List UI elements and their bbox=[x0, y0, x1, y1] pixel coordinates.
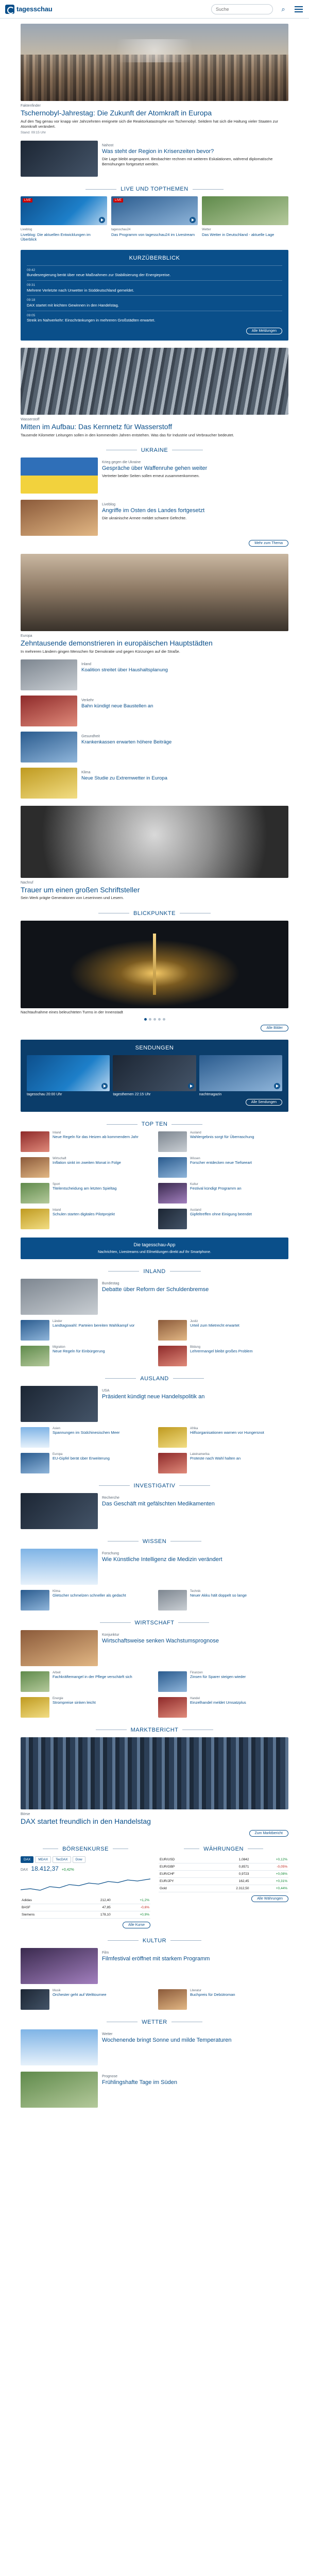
marktbericht-image[interactable] bbox=[21, 1737, 288, 1809]
wetter-item-headline[interactable]: Frühlingshafte Tage im Süden bbox=[102, 2079, 177, 2086]
small-item[interactable] bbox=[0, 762, 309, 799]
small-item-image[interactable] bbox=[21, 732, 77, 762]
kultur-lead-image[interactable] bbox=[21, 1948, 98, 1984]
kurzueberblick-text: Mehrere Verletzte nach Unwetter in Süddeutschland gemeldet. bbox=[27, 287, 134, 293]
ukraine-more-button[interactable]: Mehr zum Thema bbox=[249, 540, 288, 547]
top-story bbox=[0, 104, 309, 134]
second-story-row[interactable] bbox=[21, 141, 288, 177]
topten-section-title: TOP TEN bbox=[0, 1121, 309, 1127]
wirtschaft-lead[interactable] bbox=[21, 1630, 288, 1666]
play-icon[interactable] bbox=[190, 217, 196, 223]
play-icon[interactable] bbox=[101, 1083, 108, 1089]
small-item-image[interactable] bbox=[21, 768, 77, 799]
live-card-kicker: Liveblog bbox=[21, 228, 32, 232]
small-item-headline[interactable]: Bahn kündigt neue Baustellen an bbox=[81, 703, 153, 709]
topten-kicker: Ausland bbox=[190, 1131, 201, 1135]
investigativ-lead-kicker: Recherche bbox=[102, 1496, 119, 1500]
street-story-headline[interactable]: Zehntausende demonstrieren in europäischen Hauptstädten bbox=[21, 638, 213, 647]
kurzueberblick-text: Bundesregierung berät über neue Maßnahmen zur Stabilisierung der Energiepreise. bbox=[27, 273, 171, 278]
inland-grid bbox=[0, 1320, 309, 1366]
topten-kicker: Wirtschaft bbox=[53, 1157, 66, 1161]
ausland-item-image[interactable] bbox=[21, 1427, 49, 1448]
topten-item[interactable] bbox=[21, 1157, 151, 1178]
wirtschaft-item-image[interactable] bbox=[158, 1671, 187, 1692]
wissen-lead[interactable] bbox=[21, 1549, 288, 1585]
live-badge: LIVE bbox=[23, 198, 32, 202]
portrait-story-kicker: Nachruf bbox=[21, 880, 33, 885]
sendung-caption[interactable]: tagesschau 20:00 Uhr bbox=[27, 1092, 62, 1096]
kultur-item-image[interactable] bbox=[158, 1989, 187, 2010]
inland-lead-headline[interactable]: Debatte über Reform der Schuldenbremse bbox=[102, 1286, 209, 1293]
logo-mark-icon bbox=[5, 5, 14, 14]
ausland-item-headline[interactable]: Spannungen im Südchinesischen Meer bbox=[53, 1430, 120, 1435]
inland-item[interactable] bbox=[21, 1320, 151, 1341]
wirtschaft-item[interactable] bbox=[21, 1697, 151, 1718]
ausland-item-image[interactable] bbox=[158, 1453, 187, 1473]
topten-image[interactable] bbox=[158, 1131, 187, 1152]
wissen-item-kicker: Technik bbox=[190, 1589, 201, 1593]
topten-item[interactable] bbox=[21, 1209, 151, 1229]
ukraine-item-image[interactable] bbox=[21, 457, 98, 494]
street-story-kicker: Europa bbox=[21, 634, 32, 638]
sendung-image[interactable] bbox=[113, 1055, 196, 1091]
ukraine-item-image[interactable] bbox=[21, 500, 98, 536]
index-tab[interactable]: Dow bbox=[73, 1856, 85, 1863]
inland-lead[interactable] bbox=[21, 1279, 288, 1315]
wetter-item-image[interactable] bbox=[21, 2072, 98, 2108]
topten-item[interactable] bbox=[158, 1157, 288, 1178]
street-story-teaser: In mehreren Ländern gingen Menschen für Demokratie und gegen Kürzungen auf die Straße. bbox=[21, 649, 180, 654]
pipes-story-image[interactable] bbox=[21, 348, 288, 415]
wirtschaft-lead-image[interactable] bbox=[21, 1630, 98, 1666]
investigativ-section-title: INVESTIGATIV bbox=[0, 1483, 309, 1489]
wirtschaft-item-headline[interactable]: Strompreise sinken leicht bbox=[53, 1700, 96, 1705]
topten-kicker: Inland bbox=[53, 1209, 61, 1212]
live-card[interactable] bbox=[111, 196, 198, 242]
wirtschaft-item-kicker: Arbeit bbox=[53, 1671, 61, 1674]
top-story-headline[interactable]: Tschernobyl-Jahrestag: Die Zukunft der Atomkraft in Europa bbox=[21, 109, 212, 117]
index-change: +0,42% bbox=[61, 1868, 74, 1872]
ausland-item-kicker: Asien bbox=[53, 1427, 61, 1430]
ausland-item[interactable] bbox=[21, 1453, 151, 1473]
ukraine-item-kicker: Liveblog bbox=[102, 502, 116, 506]
wetter-item-kicker: Prognose bbox=[102, 2074, 117, 2078]
kultur-item-kicker: Literatur bbox=[190, 1989, 202, 1992]
small-item-kicker: Klima bbox=[81, 770, 91, 774]
inland-item-image[interactable] bbox=[158, 1320, 187, 1341]
wirtschaft-item[interactable] bbox=[158, 1697, 288, 1718]
inland-item-headline[interactable]: Landtagswahl: Parteien bereiten Wahlkampf vor bbox=[53, 1323, 135, 1328]
inland-item-headline[interactable]: Urteil zum Mietrecht erwartet bbox=[190, 1323, 239, 1328]
wetter-lead-headline[interactable]: Wochenende bringt Sonne und milde Temperaturen bbox=[102, 2037, 232, 2043]
market-section bbox=[0, 1837, 309, 1928]
hamburger-icon bbox=[295, 6, 303, 12]
wissen-item-image[interactable] bbox=[21, 1590, 49, 1611]
topten-headline[interactable]: Wahlergebnis sorgt für Überraschung bbox=[190, 1134, 254, 1140]
live-card-image[interactable] bbox=[111, 196, 198, 225]
index-label: DAX bbox=[21, 1868, 28, 1872]
wirtschaft-grid bbox=[0, 1671, 309, 1718]
topten-image[interactable] bbox=[158, 1183, 187, 1204]
inland-item-kicker: Justiz bbox=[190, 1319, 198, 1323]
sendung-card[interactable] bbox=[27, 1055, 110, 1097]
wirtschaft-item[interactable] bbox=[21, 1671, 151, 1692]
small-item-headline[interactable]: Koalition streitet über Haushaltsplanung bbox=[81, 667, 168, 673]
sendung-image[interactable] bbox=[199, 1055, 282, 1091]
kultur-grid bbox=[0, 1989, 309, 2010]
table-row[interactable]: EUR/JPY 162,45 +0,31% bbox=[159, 1877, 288, 1885]
topten-image[interactable] bbox=[21, 1157, 49, 1178]
ausland-item-image[interactable] bbox=[21, 1453, 49, 1473]
wissen-lead-image[interactable] bbox=[21, 1549, 98, 1585]
ukraine-section bbox=[0, 457, 309, 536]
live-badge: LIVE bbox=[113, 198, 123, 202]
ausland-item-kicker: Europa bbox=[53, 1452, 63, 1456]
waehrungen-title: WÄHRUNGEN bbox=[159, 1846, 288, 1852]
index-value: 18.412,37 bbox=[31, 1865, 59, 1872]
marktbericht-section-title: MARKTBERICHT bbox=[0, 1727, 309, 1733]
topten-kicker: Wissen bbox=[190, 1157, 200, 1161]
kurzueberblick-time: 09:18 bbox=[27, 298, 36, 302]
topten-kicker: Inland bbox=[53, 1131, 61, 1135]
ukraine-item[interactable] bbox=[21, 500, 288, 536]
kultur-item-image[interactable] bbox=[21, 1989, 49, 2010]
topten-item[interactable] bbox=[21, 1183, 151, 1204]
index-tab[interactable]: DAX bbox=[21, 1856, 33, 1863]
topten-item[interactable] bbox=[158, 1183, 288, 1204]
ausland-lead[interactable] bbox=[21, 1386, 288, 1422]
street-story bbox=[0, 634, 309, 654]
topten-headline[interactable]: Inflation sinkt im zweiten Monat in Folge bbox=[53, 1160, 121, 1165]
ausland-item[interactable] bbox=[158, 1427, 288, 1448]
ausland-item-headline[interactable]: Hilfsorganisationen warnen vor Hungersnot bbox=[190, 1430, 264, 1435]
ausland-section-title: AUSLAND bbox=[0, 1376, 309, 1382]
table-row[interactable]: Gold 2.312,50 +0,44% bbox=[159, 1885, 288, 1892]
kurzueberblick-item[interactable] bbox=[27, 295, 282, 310]
kurzueberblick-item[interactable] bbox=[27, 311, 282, 326]
topten-headline[interactable]: Gipfeltreffen ohne Einigung beendet bbox=[190, 1212, 252, 1217]
play-icon[interactable] bbox=[274, 1083, 280, 1089]
wetter-item[interactable] bbox=[21, 2072, 288, 2108]
ausland-item[interactable] bbox=[158, 1453, 288, 1473]
wetter-lead-image[interactable] bbox=[21, 2029, 98, 2065]
inland-item[interactable] bbox=[158, 1346, 288, 1366]
small-item-kicker: Gesundheit bbox=[81, 734, 100, 738]
sendung-card[interactable] bbox=[199, 1055, 282, 1097]
pipes-story-teaser: Tausende Kilometer Leitungen sollen in den kommenden Jahren entstehen. Was das für Industrie und Verbraucher bedeutet. bbox=[21, 432, 234, 437]
second-story-kicker: Nahost bbox=[102, 144, 114, 148]
table-row[interactable]: EUR/GBP 0,8571 -0,05% bbox=[159, 1863, 288, 1870]
topten-image[interactable] bbox=[158, 1209, 187, 1229]
topten-headline[interactable]: Festival kündigt Programm an bbox=[190, 1186, 242, 1191]
small-item[interactable] bbox=[0, 690, 309, 726]
live-section-title: LIVE UND TOPTHEMEN bbox=[0, 186, 309, 192]
app-promo-box[interactable] bbox=[21, 1238, 288, 1259]
kurzueberblick-time: 09:31 bbox=[27, 283, 36, 287]
kurzueberblick-box bbox=[21, 250, 288, 341]
wirtschaft-item-headline[interactable]: Fachkräftemangel in der Pflege verschärft sich bbox=[53, 1674, 132, 1679]
kultur-lead-kicker: Film bbox=[102, 1951, 109, 1955]
stock-table bbox=[21, 1897, 150, 1919]
wissen-item-headline[interactable]: Neuer Akku hält doppelt so lange bbox=[190, 1592, 247, 1598]
top-story-teaser: Auf den Tag genau vor knapp vier Jahrzehnten ereignete sich die Reaktorkatastrophe von Tschernobyl. Seitdem hat sich die Haltung vieler Staaten zur Atomkraft verändert. bbox=[21, 118, 279, 129]
marktbericht-story bbox=[0, 1812, 309, 1826]
marktbericht-headline[interactable]: DAX startet freundlich in den Handelstag bbox=[21, 1817, 151, 1825]
live-card-caption[interactable]: Das Wetter in Deutschland - aktuelle Lage bbox=[202, 232, 274, 238]
ausland-item-headline[interactable]: EU-Gipfel berät über Erweiterung bbox=[53, 1455, 110, 1461]
ukraine-item-teaser: Vertreter beider Seiten sollen erneut zusammenkommen. bbox=[102, 473, 200, 478]
topten-headline[interactable]: Forscher entdecken neue Tiefseeart bbox=[190, 1160, 252, 1165]
kurzueberblick-title: KURZÜBERBLICK bbox=[129, 255, 180, 262]
top-bar bbox=[0, 0, 309, 19]
menu-button[interactable] bbox=[294, 4, 304, 14]
ukraine-item-kicker: Krieg gegen die Ukraine bbox=[102, 460, 141, 464]
inland-lead-image[interactable] bbox=[21, 1279, 98, 1315]
portrait-story-image[interactable] bbox=[21, 806, 288, 878]
topten-kicker: Sport bbox=[53, 1183, 60, 1187]
wirtschaft-item-headline[interactable]: Einzelhandel meldet Umsatzplus bbox=[190, 1700, 246, 1705]
ausland-item-image[interactable] bbox=[158, 1427, 187, 1448]
blickpunkte-more-button[interactable]: Alle Bilder bbox=[261, 1025, 288, 1031]
wirtschaft-item-kicker: Finanzen bbox=[190, 1671, 203, 1674]
wissen-item[interactable] bbox=[21, 1590, 151, 1611]
kultur-item-headline[interactable]: Orchester geht auf Welttournee bbox=[53, 1992, 107, 1997]
sendung-caption[interactable]: tagesthemen 22:15 Uhr bbox=[113, 1092, 151, 1096]
wetter-lead[interactable] bbox=[21, 2029, 288, 2065]
ukraine-item-headline[interactable]: Gespräche über Waffenruhe gehen weiter bbox=[102, 465, 208, 471]
wirtschaft-item-image[interactable] bbox=[158, 1697, 187, 1718]
play-icon[interactable] bbox=[188, 1083, 194, 1089]
wissen-lead-kicker: Forschung bbox=[102, 1551, 119, 1555]
topten-grid bbox=[0, 1131, 309, 1229]
sendung-caption[interactable]: nachtmagazin bbox=[199, 1092, 222, 1096]
wirtschaft-item-image[interactable] bbox=[21, 1697, 49, 1718]
topten-kicker: Kultur bbox=[190, 1183, 198, 1187]
waehrungen-more-button[interactable]: Alle Währungen bbox=[251, 1895, 288, 1902]
sendungen-title: SENDUNGEN bbox=[135, 1044, 174, 1051]
ukraine-section-title: UKRAINE bbox=[0, 447, 309, 453]
wirtschaft-item-image[interactable] bbox=[21, 1671, 49, 1692]
small-item-image[interactable] bbox=[21, 696, 77, 726]
kultur-item-headline[interactable]: Buchpreis für Debütroman bbox=[190, 1992, 235, 1997]
app-promo-title: Die tagesschau-App bbox=[133, 1242, 176, 1248]
wirtschaft-item-headline[interactable]: Zinsen für Sparer steigen wieder bbox=[190, 1674, 246, 1679]
kultur-lead-headline[interactable]: Filmfestival eröffnet mit starkem Programm bbox=[102, 1955, 210, 1962]
pipes-story-kicker: Wasserstoff bbox=[21, 417, 40, 421]
table-row[interactable]: BASF 47,85 -0,6% bbox=[21, 1904, 150, 1911]
kurzueberblick-text: Streik im Nahverkehr: Einschränkungen in mehreren Großstädten erwartet. bbox=[27, 318, 156, 323]
second-story-image[interactable] bbox=[21, 141, 98, 177]
pipes-story-headline[interactable]: Mitten im Aufbau: Das Kernnetz für Wasserstoff bbox=[21, 422, 173, 431]
marktbericht-kicker: Börse bbox=[21, 1812, 30, 1816]
live-card-caption[interactable]: Das Programm von tagesschau24 im Livestream bbox=[111, 232, 195, 238]
kurzueberblick-item[interactable] bbox=[27, 265, 282, 280]
wirtschaft-lead-headline[interactable]: Wirtschaftsweise senken Wachstumsprognose bbox=[102, 1637, 219, 1644]
wissen-grid bbox=[0, 1590, 309, 1611]
index-sparkline bbox=[21, 1874, 150, 1895]
kultur-lead[interactable] bbox=[21, 1948, 288, 1984]
pipes-story bbox=[0, 418, 309, 438]
small-item-headline[interactable]: Neue Studie zu Extremwetter in Europa bbox=[81, 775, 167, 781]
live-card[interactable] bbox=[21, 196, 107, 242]
wirtschaft-lead-kicker: Konjunktur bbox=[102, 1633, 119, 1637]
ausland-item-headline[interactable]: Proteste nach Wahl halten an bbox=[190, 1455, 241, 1461]
topten-item[interactable] bbox=[158, 1209, 288, 1229]
investigativ-lead[interactable] bbox=[21, 1493, 288, 1529]
wetter-lead-kicker: Wetter bbox=[102, 2032, 113, 2036]
ukraine-item[interactable] bbox=[21, 457, 288, 494]
kurzueberblick-time: 09:05 bbox=[27, 313, 36, 317]
app-promo-text: Nachrichten, Livestreams und Eilmeldungen direkt auf Ihr Smartphone. bbox=[98, 1250, 211, 1255]
top-story-image[interactable] bbox=[21, 24, 288, 101]
topten-image[interactable] bbox=[21, 1209, 49, 1229]
live-card-kicker: Wetter bbox=[202, 228, 211, 232]
marktbericht-more-button[interactable]: Zum Marktbericht bbox=[249, 1830, 288, 1837]
top-story-kicker: Faktenfinder bbox=[21, 104, 41, 108]
live-card[interactable] bbox=[202, 196, 288, 242]
inland-item-image[interactable] bbox=[21, 1346, 49, 1366]
wirtschaft-item[interactable] bbox=[158, 1671, 288, 1692]
inland-item[interactable] bbox=[21, 1346, 151, 1366]
wissen-item-image[interactable] bbox=[158, 1590, 187, 1611]
live-card-image[interactable] bbox=[202, 196, 288, 225]
sendung-card[interactable] bbox=[113, 1055, 196, 1097]
blickpunkte-section-title: BLICKPUNKTE bbox=[0, 910, 309, 917]
topten-kicker: Ausland bbox=[190, 1209, 201, 1212]
topten-image[interactable] bbox=[21, 1183, 49, 1204]
inland-lead-kicker: Bundestag bbox=[102, 1281, 119, 1285]
inland-item[interactable] bbox=[158, 1320, 288, 1341]
small-item[interactable] bbox=[0, 726, 309, 762]
waehrungen-panel bbox=[159, 1837, 288, 1928]
wissen-item-headline[interactable]: Gletscher schmelzen schneller als gedacht bbox=[53, 1592, 126, 1598]
inland-item-kicker: Länder bbox=[53, 1319, 62, 1323]
sendung-image[interactable] bbox=[27, 1055, 110, 1091]
ausland-item-kicker: Lateinamerika bbox=[190, 1452, 210, 1456]
ausland-lead-image[interactable] bbox=[21, 1386, 98, 1422]
portrait-story-headline[interactable]: Trauer um einen großen Schriftsteller bbox=[21, 885, 140, 894]
boersenkurse-title: BÖRSENKURSE bbox=[21, 1846, 150, 1852]
topten-image[interactable] bbox=[158, 1157, 187, 1178]
search-icon[interactable]: ⌕ bbox=[281, 5, 285, 13]
investigativ-lead-headline[interactable]: Das Geschäft mit gefälschten Medikamenten bbox=[102, 1500, 215, 1507]
small-item-kicker: Verkehr bbox=[81, 698, 94, 702]
blickpunkte-image[interactable] bbox=[21, 921, 288, 1008]
small-item-image[interactable] bbox=[21, 659, 77, 690]
index-tab[interactable]: TecDAX bbox=[53, 1856, 71, 1863]
topten-image[interactable] bbox=[21, 1131, 49, 1152]
ausland-lead-kicker: USA bbox=[102, 1388, 110, 1393]
site-logo[interactable] bbox=[5, 5, 53, 14]
live-cards bbox=[0, 196, 309, 242]
live-card-image[interactable] bbox=[21, 196, 107, 225]
street-story-image[interactable] bbox=[21, 554, 288, 631]
topten-item[interactable] bbox=[158, 1131, 288, 1152]
small-item-kicker: Inland bbox=[81, 662, 92, 666]
table-row[interactable]: EUR/CHF 0,9723 +0,08% bbox=[159, 1870, 288, 1877]
sendungen-more-button[interactable]: Alle Sendungen bbox=[246, 1099, 282, 1106]
kurzueberblick-text: DAX startet mit leichten Gewinnen in den Handelstag. bbox=[27, 302, 119, 308]
index-tabs bbox=[21, 1856, 150, 1863]
boersenkurse-panel bbox=[21, 1837, 150, 1928]
table-row[interactable]: Siemens 178,10 +0,9% bbox=[21, 1911, 150, 1918]
wissen-section-title: WISSEN bbox=[0, 1538, 309, 1545]
wirtschaft-item-kicker: Handel bbox=[190, 1697, 200, 1700]
wirtschaft-section-title: WIRTSCHAFT bbox=[0, 1620, 309, 1626]
search-input[interactable] bbox=[211, 4, 273, 14]
boersenkurse-more-button[interactable]: Alle Kurse bbox=[123, 1922, 150, 1928]
portrait-story bbox=[0, 881, 309, 901]
second-story bbox=[0, 141, 309, 177]
inland-item-headline[interactable]: Lehrermangel bleibt großes Problem bbox=[190, 1348, 253, 1353]
ausland-lead-headline[interactable]: Präsident kündigt neue Handelspolitik an bbox=[102, 1393, 205, 1400]
wetter-section-title: WETTER bbox=[0, 2019, 309, 2025]
small-item[interactable] bbox=[0, 654, 309, 690]
ukraine-item-teaser: Die ukrainische Armee meldet schwere Gefechte. bbox=[102, 515, 187, 520]
kultur-item-kicker: Musik bbox=[53, 1989, 61, 1992]
kurzueberblick-item[interactable] bbox=[27, 280, 282, 295]
topten-headline[interactable]: Neue Regeln für das Heizen ab kommendem Jahr bbox=[53, 1134, 139, 1140]
ausland-item-kicker: Afrika bbox=[190, 1427, 198, 1430]
wirtschaft-item-kicker: Energie bbox=[53, 1697, 63, 1700]
play-icon[interactable] bbox=[99, 217, 105, 223]
ausland-item[interactable] bbox=[21, 1427, 151, 1448]
portrait-story-teaser: Sein Werk prägte Generationen von Leserinnen und Lesern. bbox=[21, 895, 124, 901]
wissen-lead-headline[interactable]: Wie Künstliche Intelligenz die Medizin verändert bbox=[102, 1556, 222, 1563]
kultur-item[interactable] bbox=[158, 1989, 288, 2010]
inland-section-title: INLAND bbox=[0, 1268, 309, 1275]
blickpunkte-caption: Nachtaufnahme eines beleuchteten Turms in der Innenstadt bbox=[21, 1009, 123, 1014]
wissen-item[interactable] bbox=[158, 1590, 288, 1611]
investigativ-lead-image[interactable] bbox=[21, 1493, 98, 1529]
inland-item-headline[interactable]: Neue Regeln für Einbürgerung bbox=[53, 1348, 105, 1353]
inland-item-kicker: Bildung bbox=[190, 1345, 201, 1349]
small-item-headline[interactable]: Krankenkassen erwarten höhere Beiträge bbox=[81, 739, 172, 745]
topten-item[interactable] bbox=[21, 1131, 151, 1152]
topten-headline[interactable]: Titelentscheidung am letzten Spieltag bbox=[53, 1186, 117, 1191]
inland-item-image[interactable] bbox=[158, 1346, 187, 1366]
logo-text: tagesschau bbox=[16, 5, 53, 13]
sendungen-box bbox=[21, 1040, 288, 1112]
kurzueberblick-time: 09:42 bbox=[27, 268, 36, 273]
inland-item-kicker: Migration bbox=[53, 1345, 65, 1349]
live-card-kicker: tagesschau24 bbox=[111, 228, 131, 232]
inland-item-image[interactable] bbox=[21, 1320, 49, 1341]
kultur-item[interactable] bbox=[21, 1989, 151, 2010]
kurzueberblick-more-button[interactable]: Alle Meldungen bbox=[246, 328, 282, 334]
top-story-meta: Stand: 09:15 Uhr bbox=[21, 131, 46, 135]
currency-table bbox=[159, 1856, 288, 1892]
table-row[interactable]: EUR/USD 1,0842 +0,12% bbox=[159, 1856, 288, 1863]
kultur-section-title: KULTUR bbox=[0, 1938, 309, 1944]
ausland-grid bbox=[0, 1427, 309, 1473]
table-row[interactable]: Adidas 212,40 +1,2% bbox=[21, 1897, 150, 1904]
live-card-caption[interactable]: Liveblog: Die aktuellen Entwicklungen im Überblick bbox=[21, 232, 91, 242]
second-story-headline[interactable]: Was steht der Region in Krisenzeiten bevor? bbox=[102, 148, 214, 155]
index-tab[interactable]: MDAX bbox=[35, 1856, 51, 1863]
ukraine-item-headline[interactable]: Angriffe im Osten des Landes fortgesetzt bbox=[102, 507, 205, 514]
second-story-teaser: Die Lage bleibt angespannt. Beobachter rechnen mit weiteren Eskalationen, während diplomatische Bemühungen fortgesetzt werden. bbox=[102, 157, 273, 167]
wissen-item-kicker: Klima bbox=[53, 1589, 61, 1593]
topten-headline[interactable]: Schulen starten digitales Pilotprojekt bbox=[53, 1212, 115, 1217]
